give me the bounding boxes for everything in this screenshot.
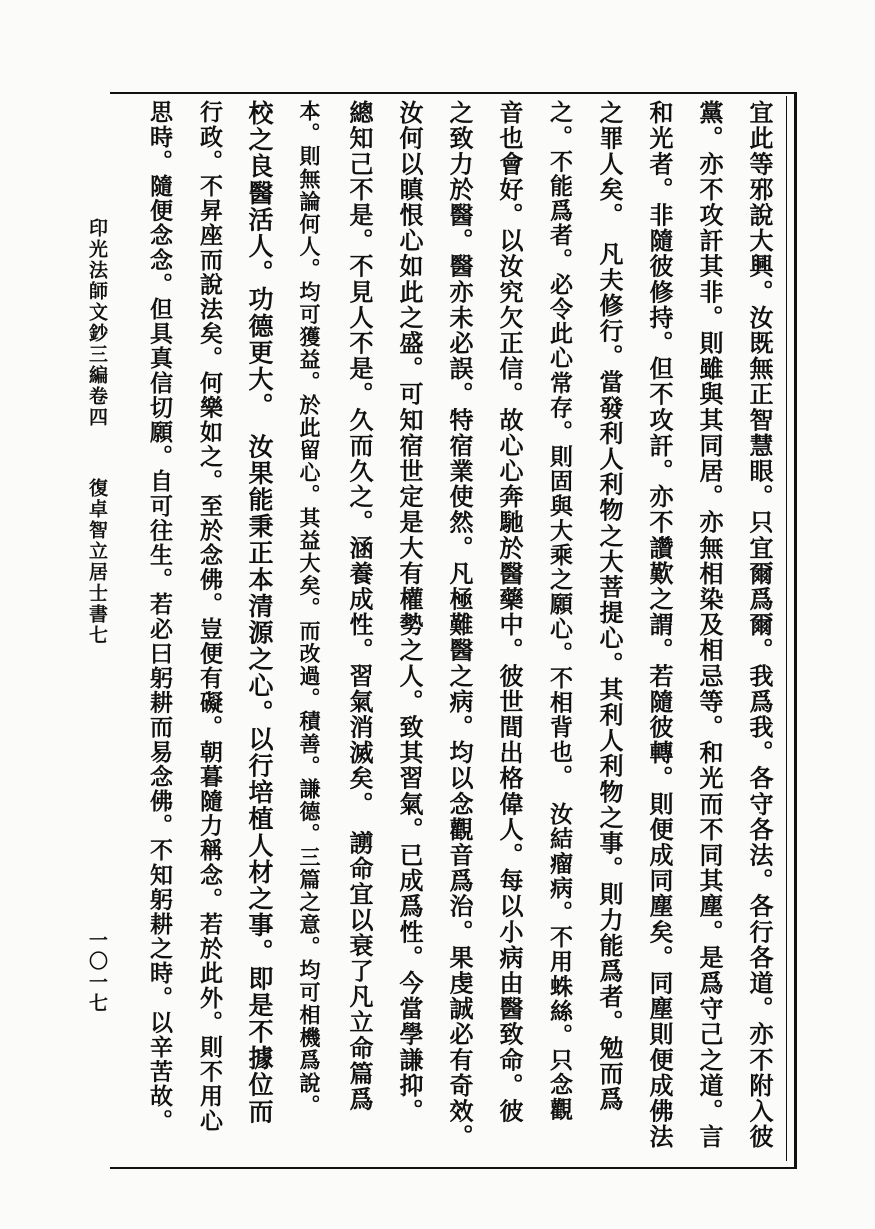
text-column-2: 黨。亦不攻訐其非。則雖與其同居。亦無相染及相忌等。和光而不同其塵。是爲守己之道。言 (695, 100, 724, 1150)
text-column-7: 之致力於醫。醫亦未必誤。特宿業使然。凡極難醫之病。均以念觀音爲治。果虔誠必有奇效。 (445, 100, 474, 1150)
text-column-5: 之。不能爲者。必令此心常存。則固與大乘之願心。不相背也。 汝結瘤病。不用蛛絲。只念觀 (546, 100, 573, 1122)
book-title: 印光法師文鈔三編卷四 (86, 218, 108, 428)
text-column-4: 之罪人矣。 凡夫修行。當發利人利物之大菩提心。其利人利物之事。則力能爲者。勉而爲 (595, 100, 624, 1112)
text-column-6: 音也會好。以汝究欠正信。故心心奔馳於醫藥中。彼世間出格偉人。每以小病由醫致命。彼 (495, 100, 524, 1124)
text-column-3: 和光者。非隨彼修持。但不攻訐。亦不讚歎之謂。若隨彼轉。則便成同塵矣。同塵則便成佛法 (645, 100, 674, 1150)
text-column-9: 總知己不是。不見人不是。久而久之。涵養成性。習氣消滅矣。 謭命宜以衰了凡立命篇爲 (345, 100, 374, 1112)
text-column-10: 本。則無論何人。均可獲益。於此留心。其益大矣。而改過。積善。謙德。三篇之意。均可相機爲說。 (297, 100, 322, 1117)
text-column-8: 汝何以瞋恨心如此之盛。可知宿世定是大有權勢之人。致其習氣。已成爲性。今當學謙抑。 (395, 100, 424, 1124)
text-column-12: 行政。不昇座而說法矣。何樂如之。至於念佛。豈便有礙。朝暮隨力稱念。若於此外。則不用心 (196, 100, 223, 1134)
text-column-1: 宜此等邪說大興。汝既無正智慧眼。只宜爾爲爾。我爲我。各守各法。各行各道。亦不附入彼 (745, 100, 774, 1150)
text-column-11: 校之良醫活人。功德更大。 汝果能秉正本清源之心。以行培植人材之事。即是不據位而 (245, 100, 274, 1125)
section-title: 復卓智立居士書七 (86, 478, 108, 646)
page-number: 一〇一七 (86, 930, 108, 1014)
text-column-13: 思時。隨便念念。但具真信切願。自可往生。若必曰躬耕而易念佛。不知躬耕之時。以辛苦故。 (146, 100, 173, 1134)
